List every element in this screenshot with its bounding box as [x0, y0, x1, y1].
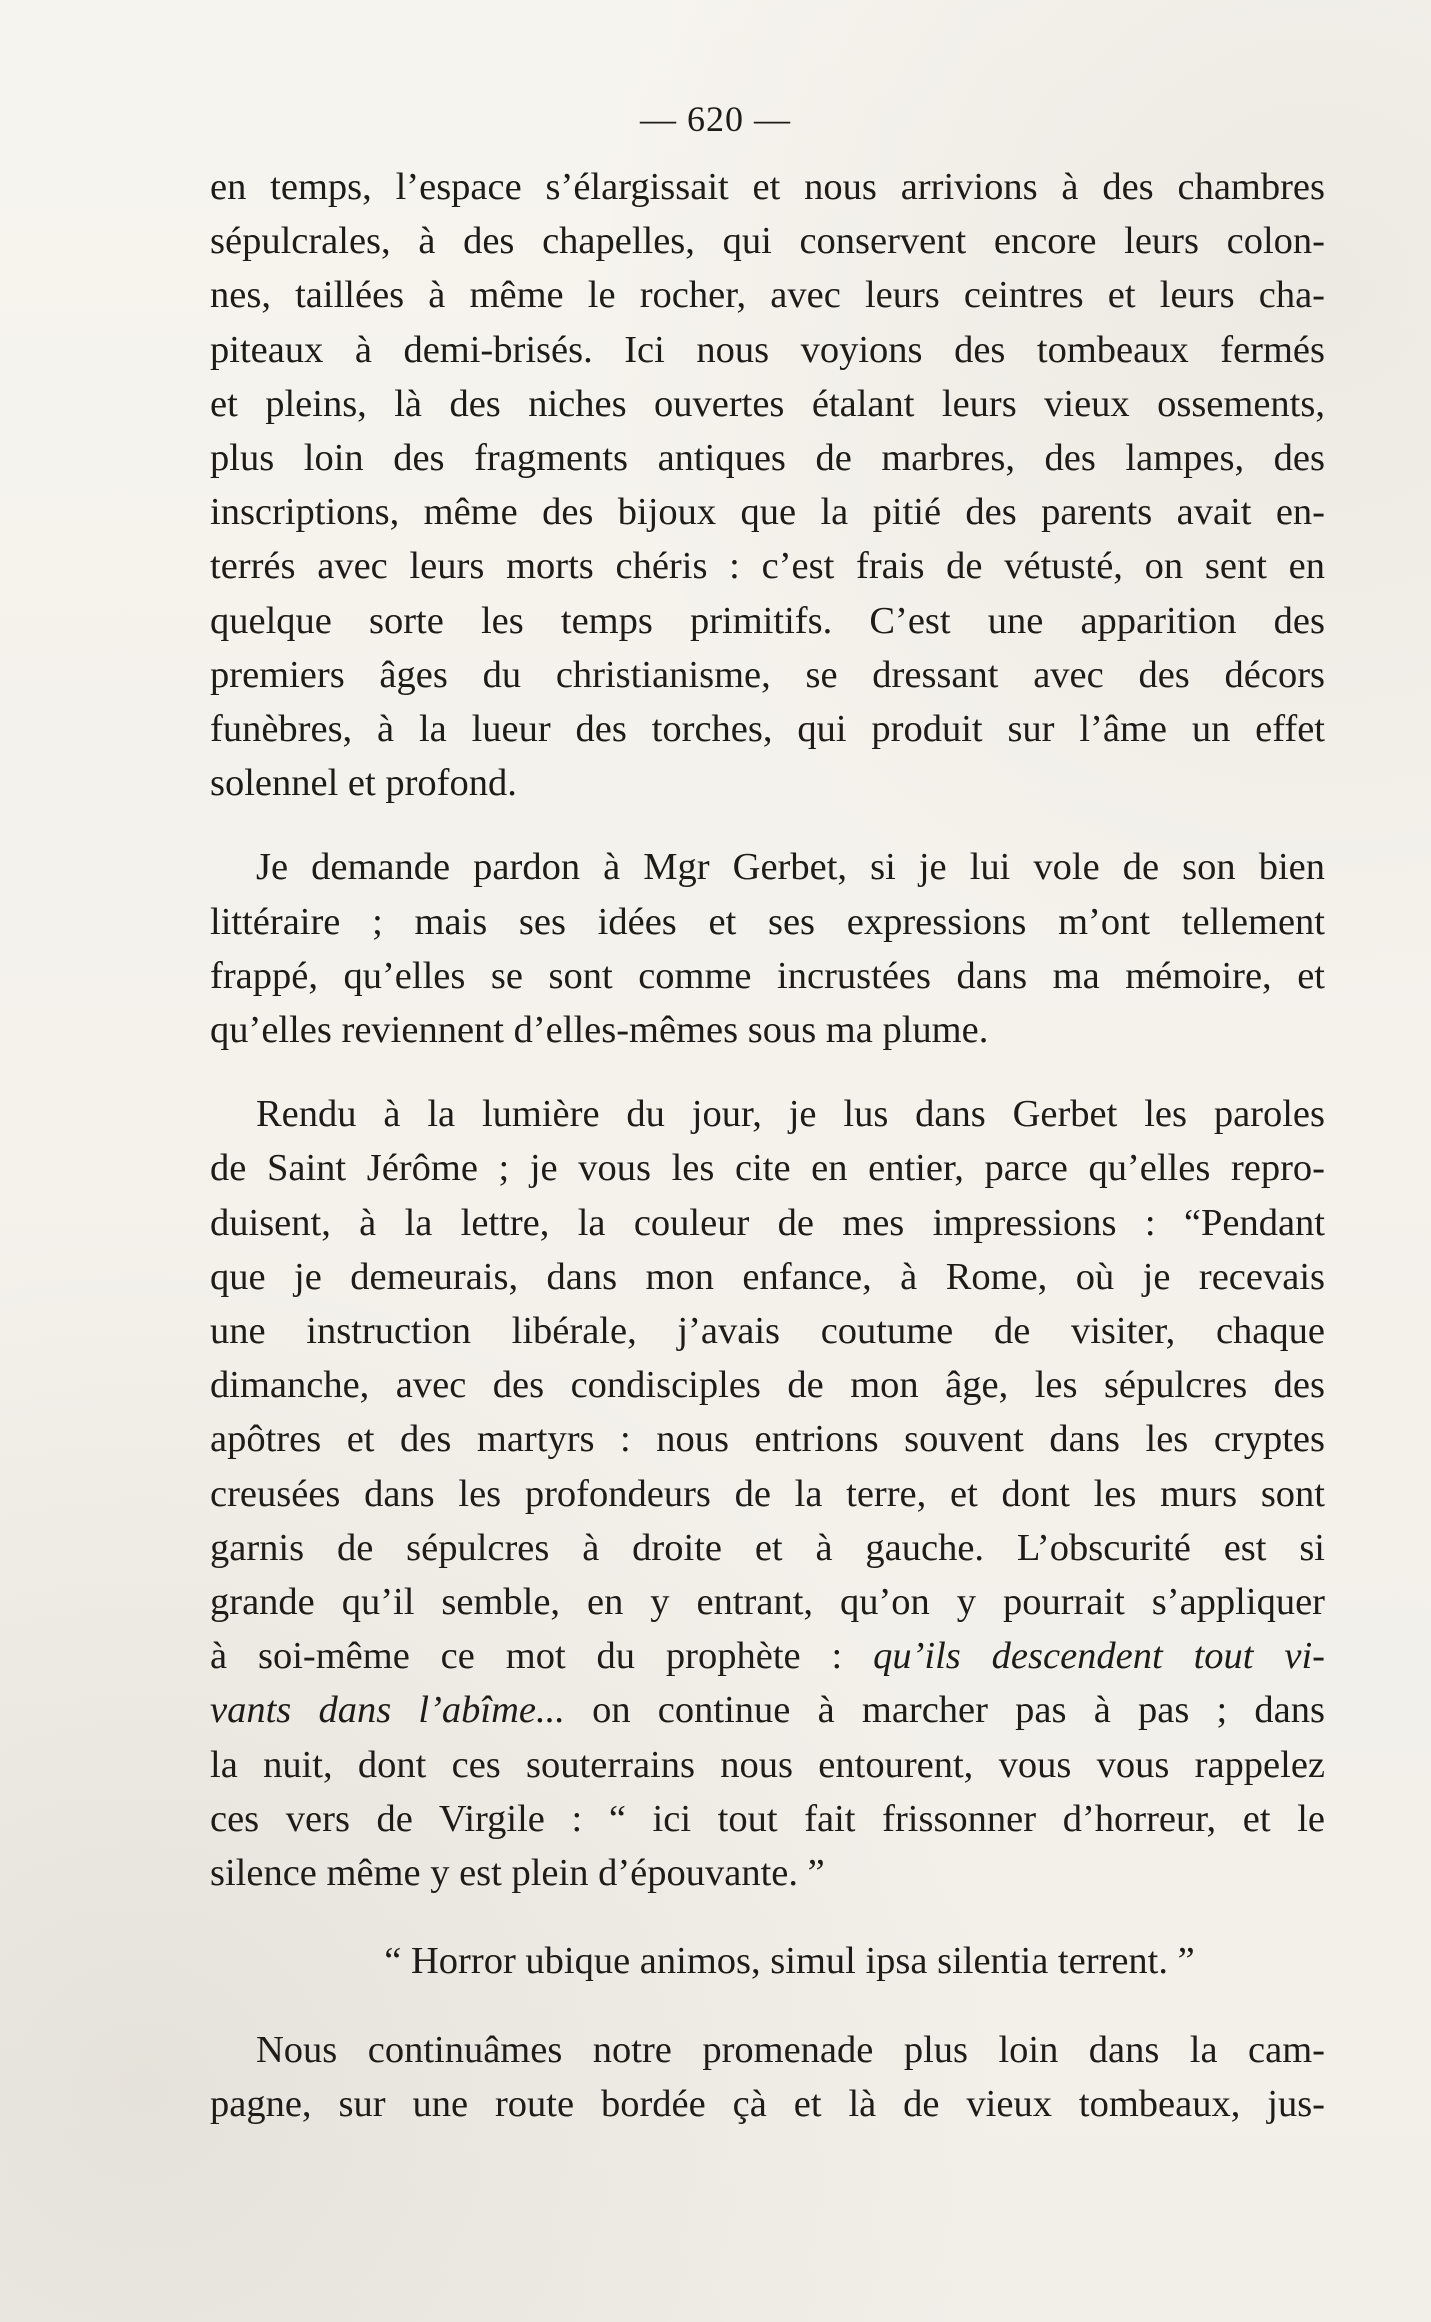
paragraph-gap [210, 810, 1325, 840]
page-number: — 620 — [640, 99, 791, 139]
paragraph-line: plus loin des fragments antiques de marbres, des lampes, des [210, 437, 1325, 480]
paragraph-line: premiers âges du christianisme, se dressant avec des décors [210, 653, 1325, 696]
italic-quote: qu’ils descendent tout vi- [873, 1635, 1325, 1678]
paragraph-line: sépulcrales, à des chapelles, qui conservent encore leurs colon- [210, 220, 1325, 263]
paragraph-line: qu’elles reviennent d’elles-mêmes sous ma plume. [210, 1009, 989, 1052]
paragraph-line: quelque sorte les temps primitifs. C’est une apparition des [210, 599, 1325, 642]
paragraph-line: Je demande pardon à Mgr Gerbet, si je lui vole de son bien [256, 846, 1325, 889]
paragraph-line: nes, taillées à même le rocher, avec leurs ceintres et leurs cha- [210, 274, 1325, 317]
paragraph-line: creusées dans les profondeurs de la terre, et dont les murs sont [210, 1472, 1325, 1515]
paragraph-gap [210, 1057, 1325, 1087]
paragraph-line: pagne, sur une route bordée çà et là de vieux tombeaux, jus- [210, 2082, 1325, 2125]
paragraph-line: duisent, à la lettre, la couleur de mes impressions : “Pendant [210, 1201, 1325, 1244]
paragraph-line: solennel et profond. [210, 762, 517, 805]
paragraph-line: ces vers de Virgile : “ ici tout fait frissonner d’horreur, et le [210, 1797, 1325, 1840]
paragraph-line [210, 1683, 1325, 1737]
paragraph-line: piteaux à demi-brisés. Ici nous voyions des tombeaux fermés [210, 328, 1325, 371]
paragraph-line: Nous continuâmes notre promenade plus loin dans la cam- [256, 2028, 1325, 2071]
paragraph-line: que je demeurais, dans mon enfance, à Rome, où je recevais [210, 1255, 1325, 1298]
paragraph-4 [210, 2023, 1325, 2131]
paragraph-line: Rendu à la lumière du jour, je lus dans Gerbet les paroles [256, 1093, 1325, 1136]
paragraph-line: une instruction libérale, j’avais coutume de visiter, chaque [210, 1310, 1325, 1353]
latin-quote: “ Horror ubique animos, simul ipsa silentia terrent. ” [384, 1940, 1195, 1983]
paragraph-line-text: on continue à marcher pas à pas ; dans [564, 1689, 1325, 1732]
text-block [210, 160, 1325, 2131]
paragraph-line: silence même y est plein d’épouvante. ” [210, 1852, 825, 1895]
paragraph-line: et pleins, là des niches ouvertes étalant leurs vieux ossements, [210, 382, 1325, 425]
paragraph-line: frappé, qu’elles se sont comme incrustées dans ma mémoire, et [210, 954, 1325, 997]
paragraph-line: funèbres, à la lueur des torches, qui produit sur l’âme un effet [210, 708, 1325, 751]
paragraph-line: inscriptions, même des bijoux que la pitié des parents avait en- [210, 491, 1325, 534]
paragraph-line: littéraire ; mais ses idées et ses expressions m’ont tellement [210, 900, 1325, 943]
paragraph-line: de Saint Jérôme ; je vous les cite en entier, parce qu’elles repro- [210, 1147, 1325, 1190]
paragraph-line: apôtres et des martyrs : nous entrions souvent dans les cryptes [210, 1418, 1325, 1461]
paragraph-line: grande qu’il semble, en y entrant, qu’on y pourrait s’appliquer [210, 1581, 1325, 1624]
paragraph-2 [210, 840, 1325, 1057]
paragraph-line-text: à soi-même ce mot du prophète : [210, 1635, 843, 1678]
paragraph-line: la nuit, dont ces souterrains nous entourent, vous vous rappelez [210, 1743, 1325, 1786]
paragraph-line: dimanche, avec des condisciples de mon âge, les sépulcres des [210, 1364, 1325, 1407]
paragraph-line: terrés avec leurs morts chéris : c’est frais de vétusté, on sent en [210, 545, 1325, 588]
paragraph-line: en temps, l’espace s’élargissait et nous arrivions à des chambres [210, 166, 1325, 208]
italic-quote: vants dans l’abîme... [210, 1689, 565, 1732]
paragraph-1 [210, 160, 1325, 810]
paragraph-line [210, 1629, 1325, 1683]
paragraph-line: garnis de sépulcres à droite et à gauche. L’obscurité est si [210, 1526, 1325, 1569]
paragraph-3 [210, 1087, 1325, 1900]
